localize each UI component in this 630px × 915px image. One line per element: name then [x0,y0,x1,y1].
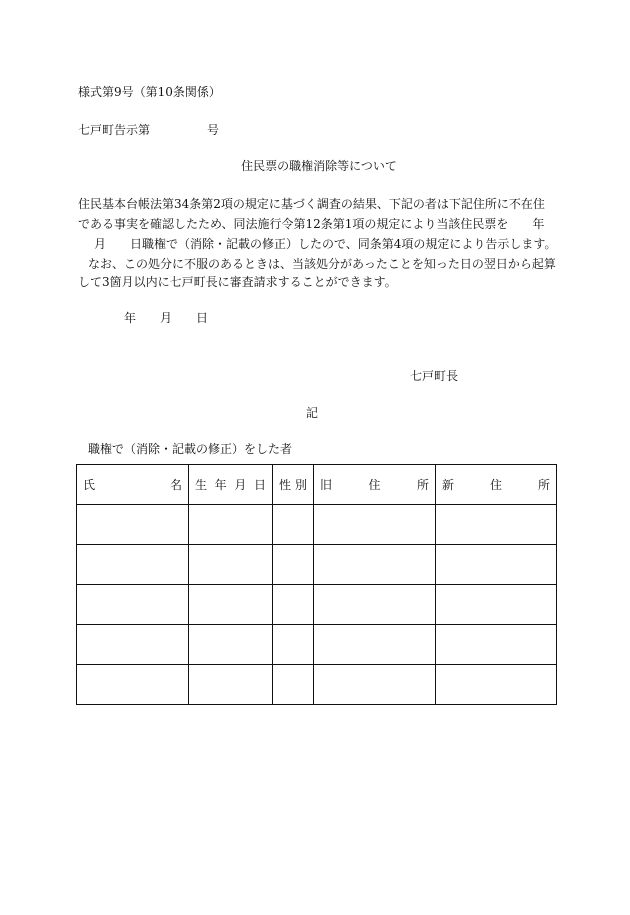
old-address-cell [314,505,436,545]
header-gender [273,465,314,505]
gender-cell [273,545,314,585]
header-birthdate-char-4: 日 [253,478,266,492]
gender-cell [273,585,314,625]
header-birthdate-char-3: 月 [234,478,247,492]
name-cell [77,585,189,625]
header-new-address-char-2: 住 [489,478,502,492]
body-line-3: 月 日職権で（消除・記載の修正）したので、同条第4項の規定により告示します。 [94,237,557,251]
name-cell [77,625,189,665]
table-body [77,505,557,705]
name-cell [77,545,189,585]
body-line-4: なお、この処分に不服のあるときは、当該処分があったことを知った日の翌日から起算 [88,257,556,271]
header-birthdate [189,465,273,505]
gender-cell [273,505,314,545]
form-number: 様式第9号（第10条関係） [78,85,221,99]
old-address-cell [314,625,436,665]
ki-heading [0,405,630,421]
header-name-char-2: 名 [169,478,182,492]
new-address-cell [436,665,557,705]
ki-heading-text: 記 [305,406,318,420]
gender-cell [273,625,314,665]
body-line-1: 住民基本台帳法第34条第2項の規定に基づく調査の結果、下記の者は下記住所に不在住 [78,197,545,211]
table-row [77,665,557,705]
header-gender-char-2: 別 [294,478,307,492]
birthdate-cell [189,545,273,585]
notice-suffix: 号 [207,123,220,137]
table-row [77,505,557,545]
new-address-cell [436,585,557,625]
gender-cell [273,665,314,705]
notice-prefix: 七戸町告示第 [78,123,151,137]
body-line-2: である事実を確認したため、同法施行令第12条第1項の規定により当該住民票を 年 [78,217,545,231]
header-new-address-char-3: 所 [537,478,550,492]
header-old-address-char-2: 住 [368,478,381,492]
name-cell [77,505,189,545]
notice-number-line [78,122,220,138]
header-name [77,465,189,505]
name-cell [77,665,189,705]
header-old-address [314,465,436,505]
records-table [76,464,557,705]
header-new-address-char-1: 新 [442,478,455,492]
table-row [77,625,557,665]
new-address-cell [436,545,557,585]
date-line: 年 月 日 [124,311,209,325]
birthdate-cell [189,665,273,705]
old-address-cell [314,585,436,625]
table-row [77,585,557,625]
birthdate-cell [189,505,273,545]
body-line-5: して3箇月以内に七戸町長に審査請求することができます。 [78,275,397,289]
new-address-cell [436,625,557,665]
table-row [77,545,557,585]
header-birthdate-char-2: 年 [214,478,227,492]
header-new-address [436,465,557,505]
table-header-row [77,465,557,505]
header-name-char-1: 氏 [83,478,96,492]
birthdate-cell [189,625,273,665]
header-old-address-char-3: 所 [416,478,429,492]
town-head-signature: 七戸町長 [410,369,459,383]
new-address-cell [436,505,557,545]
old-address-cell [314,545,436,585]
table-caption: 職権で（消除・記載の修正）をした者 [88,442,293,456]
header-gender-char-1: 性 [279,478,292,492]
document-title-text: 住民票の職権消除等について [241,159,397,173]
document-title [0,158,630,174]
header-birthdate-char-1: 生 [195,478,208,492]
header-old-address-char-1: 旧 [320,478,333,492]
old-address-cell [314,665,436,705]
birthdate-cell [189,585,273,625]
